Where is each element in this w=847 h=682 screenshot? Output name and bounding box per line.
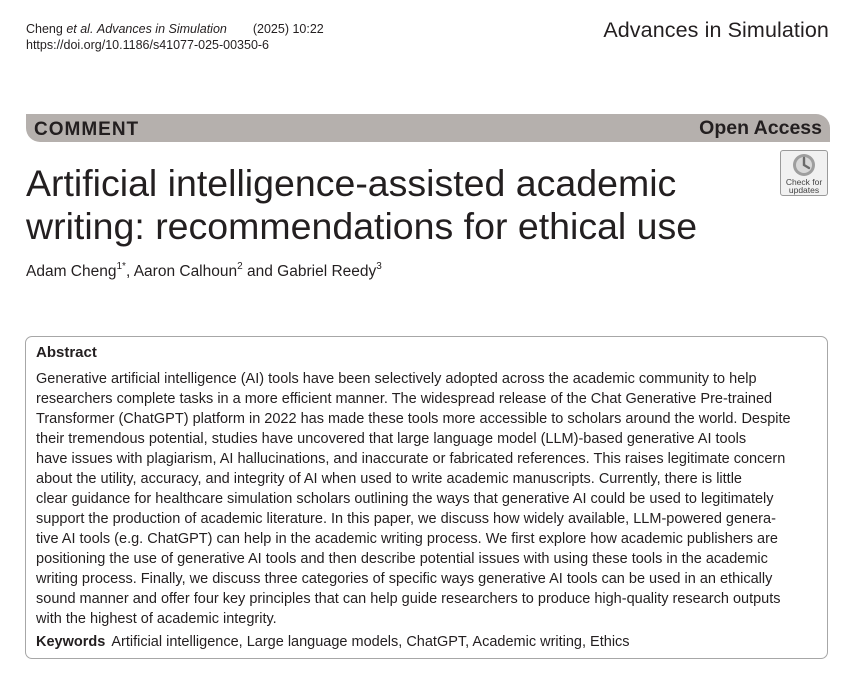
citation-year: (2025) 10:22	[252, 22, 324, 36]
check-updates-icon	[792, 153, 816, 177]
abstract-line: researchers complete tasks in a more efficient manner. The widespread release of the Chat Generative Pre-trained	[36, 391, 773, 407]
citation-author: Cheng	[26, 22, 63, 36]
journal-name: Advances in Simulation	[603, 18, 829, 42]
citation-line	[26, 21, 324, 37]
author-separator: and	[242, 263, 278, 281]
author-separator: ,	[125, 263, 134, 281]
author-name[interactable]: Aaron Calhoun	[133, 263, 238, 281]
title-line: Artificial intelligence-assisted academic	[26, 162, 677, 204]
abstract-line: Generative artificial intelligence (AI) tools have been selectively adopted across the academic community to help	[36, 371, 757, 387]
abstract-text	[36, 369, 816, 629]
abstract-heading: Abstract	[36, 344, 97, 361]
abstract-line: their tremendous potential, studies have uncovered that large language model (LLM)-based generative AI tools	[36, 431, 747, 447]
author-list	[26, 262, 382, 281]
abstract-line: about the utility, accuracy, and integrity of AI when used to write academic manuscripts. Currently, there is little	[36, 471, 742, 487]
keywords-section	[36, 634, 630, 650]
open-access-label: Open Access	[699, 117, 822, 139]
abstract-line: tive AI tools (e.g. ChatGPT) can help in the academic writing process. We first explore how academic publishers are	[36, 531, 778, 547]
check-for-updates-button[interactable]	[780, 150, 828, 196]
author-affiliation: 1*	[116, 261, 126, 272]
abstract-line: have issues with plagiarism, AI hallucinations, and inaccurate or fabricated references. This raises legitimate concern	[36, 451, 786, 467]
article-type: COMMENT	[34, 119, 140, 140]
citation-journal: Advances in Simulation	[96, 22, 227, 36]
abstract-line: positioning the use of generative AI tools and then describe potential issues with using these tools in the academic	[36, 551, 768, 567]
title-line: writing: recommendations for ethical use	[26, 205, 698, 247]
abstract-line: sound manner and offer four key principles that can help guide researchers to produce high-quality research outputs	[36, 591, 781, 607]
citation-etal: et al.	[66, 22, 94, 36]
abstract-line: clear guidance for healthcare simulation scholars outlining the ways that generative AI could be used to legitimately	[36, 491, 774, 507]
abstract-line: writing process. Finally, we discuss three categories of specific ways generative AI tools can be used in an ethically	[36, 571, 773, 587]
keywords-list: Artificial intelligence, Large language models, ChatGPT, Academic writing, Ethics	[111, 634, 630, 650]
author-affiliation: 3	[376, 261, 382, 272]
keywords-label: Keywords	[36, 634, 106, 650]
article-title	[26, 162, 766, 248]
author-name[interactable]: Adam Cheng	[26, 263, 117, 281]
citation-header	[26, 21, 324, 53]
check-updates-label: Check for updates	[785, 177, 823, 195]
abstract-line: Transformer (ChatGPT) platform in 2022 has made these tools more accessible to scholars around the world. Despite	[36, 411, 791, 427]
abstract-line: with the highest of academic integrity.	[36, 611, 277, 627]
abstract-line: support the production of academic literature. In this paper, we discuss how widely available, LLM-powered genera-	[36, 511, 776, 527]
doi-link[interactable]: https://doi.org/10.1186/s41077-025-00350-6	[26, 38, 270, 52]
author-name[interactable]: Gabriel Reedy	[277, 263, 377, 281]
author-affiliation: 2	[237, 261, 243, 272]
abstract-box	[25, 336, 828, 659]
article-banner	[26, 114, 830, 142]
